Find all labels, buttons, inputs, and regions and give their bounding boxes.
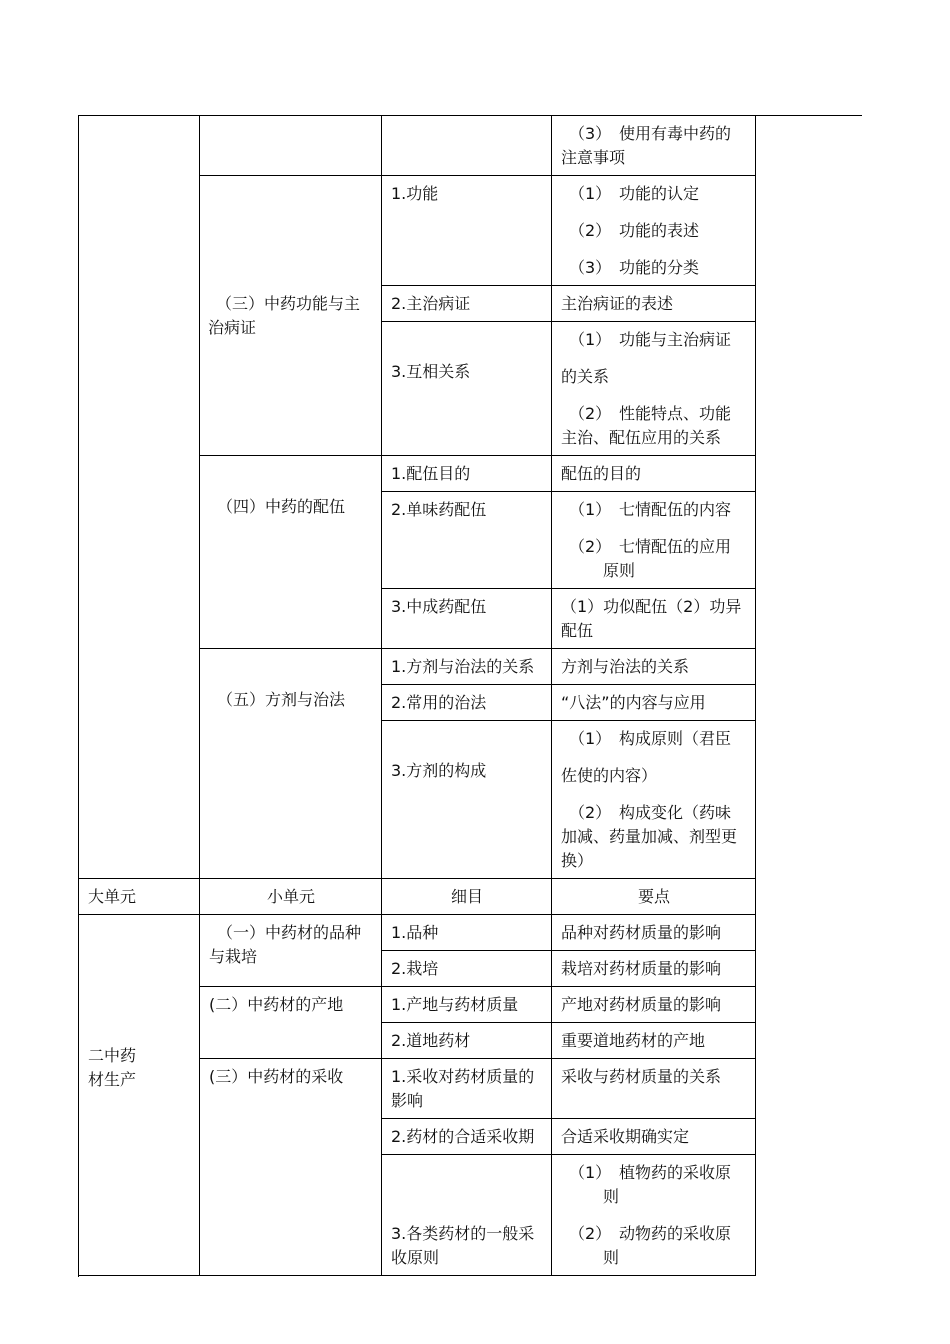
point-cell: 品种对药材质量的影响 bbox=[552, 915, 756, 951]
point-cell: （1） 七情配伍的内容 （2） 七情配伍的应用 原则 bbox=[552, 492, 756, 589]
header-point: 要点 bbox=[552, 879, 756, 915]
minor-unit-cell: （三）中药功能与主治病证 bbox=[200, 176, 382, 456]
detail-cell: 1.品种 bbox=[382, 915, 552, 951]
point-cell: （1） 功能与主治病证 的关系 （2） 性能特点、功能 主治、配伍应用的关系 bbox=[552, 322, 756, 456]
detail-cell: 2.道地药材 bbox=[382, 1023, 552, 1059]
header-major-unit: 大单元 bbox=[79, 879, 200, 915]
point-cell: 合适采收期确实定 bbox=[552, 1119, 756, 1155]
detail-cell: 1.产地与药材质量 bbox=[382, 987, 552, 1023]
point-cell: 配伍的目的 bbox=[552, 456, 756, 492]
minor-unit-cell: （一）中药材的品种与栽培 bbox=[200, 915, 382, 987]
minor-unit-cell: （四）中药的配伍 bbox=[200, 456, 382, 649]
point-cell: “八法”的内容与应用 bbox=[552, 685, 756, 721]
detail-cell: 2.单味药配伍 bbox=[382, 492, 552, 589]
detail-cell: 2.栽培 bbox=[382, 951, 552, 987]
syllabus-table bbox=[78, 115, 756, 1276]
point-cell: 重要道地药材的产地 bbox=[552, 1023, 756, 1059]
point-cell: 方剂与治法的关系 bbox=[552, 649, 756, 685]
detail-cell: 3.方剂的构成 bbox=[382, 721, 552, 879]
detail-cell: 3.互相关系 bbox=[382, 322, 552, 456]
detail-cell: 3.各类药材的一般采收原则 bbox=[382, 1155, 552, 1276]
table-row bbox=[79, 116, 756, 176]
table-row bbox=[79, 915, 756, 951]
header-minor-unit: 小单元 bbox=[200, 879, 382, 915]
detail-cell: 2.常用的治法 bbox=[382, 685, 552, 721]
point-cell: （1） 功能的认定 （2） 功能的表述 （3） 功能的分类 bbox=[552, 176, 756, 286]
major-unit-cell-1 bbox=[79, 116, 200, 879]
detail-cell: 3.中成药配伍 bbox=[382, 589, 552, 649]
header-detail: 细目 bbox=[382, 879, 552, 915]
detail-cell-empty bbox=[382, 116, 552, 176]
point-cell: 主治病证的表述 bbox=[552, 286, 756, 322]
minor-unit-cell-empty bbox=[200, 116, 382, 176]
minor-unit-cell: （五）方剂与治法 bbox=[200, 649, 382, 879]
point-cell: （1） 构成原则（君臣 佐使的内容） （2） 构成变化（药味 加减、药量加减、剂型更换） bbox=[552, 721, 756, 879]
detail-cell: 1.配伍目的 bbox=[382, 456, 552, 492]
point-cell: （1） 植物药的采收原 则 （2） 动物药的采收原 则 bbox=[552, 1155, 756, 1276]
point-cell: 栽培对药材质量的影响 bbox=[552, 951, 756, 987]
major-unit-cell-2: 二中药材生产 bbox=[79, 915, 200, 1276]
point-cell: 采收与药材质量的关系 bbox=[552, 1059, 756, 1119]
point-cell: （1）功似配伍（2）功异配伍 bbox=[552, 589, 756, 649]
point-cell: 产地对药材质量的影响 bbox=[552, 987, 756, 1023]
detail-cell: 1.采收对药材质量的影响 bbox=[382, 1059, 552, 1119]
detail-cell: 2.主治病证 bbox=[382, 286, 552, 322]
minor-unit-cell: (三）中药材的采收 bbox=[200, 1059, 382, 1276]
minor-unit-cell: (二）中药材的产地 bbox=[200, 987, 382, 1059]
point-cell: （3） 使用有毒中药的 注意事项 bbox=[552, 116, 756, 176]
detail-cell: 1.功能 bbox=[382, 176, 552, 286]
header-row bbox=[79, 879, 756, 915]
detail-cell: 1.方剂与治法的关系 bbox=[382, 649, 552, 685]
detail-cell: 2.药材的合适采收期 bbox=[382, 1119, 552, 1155]
